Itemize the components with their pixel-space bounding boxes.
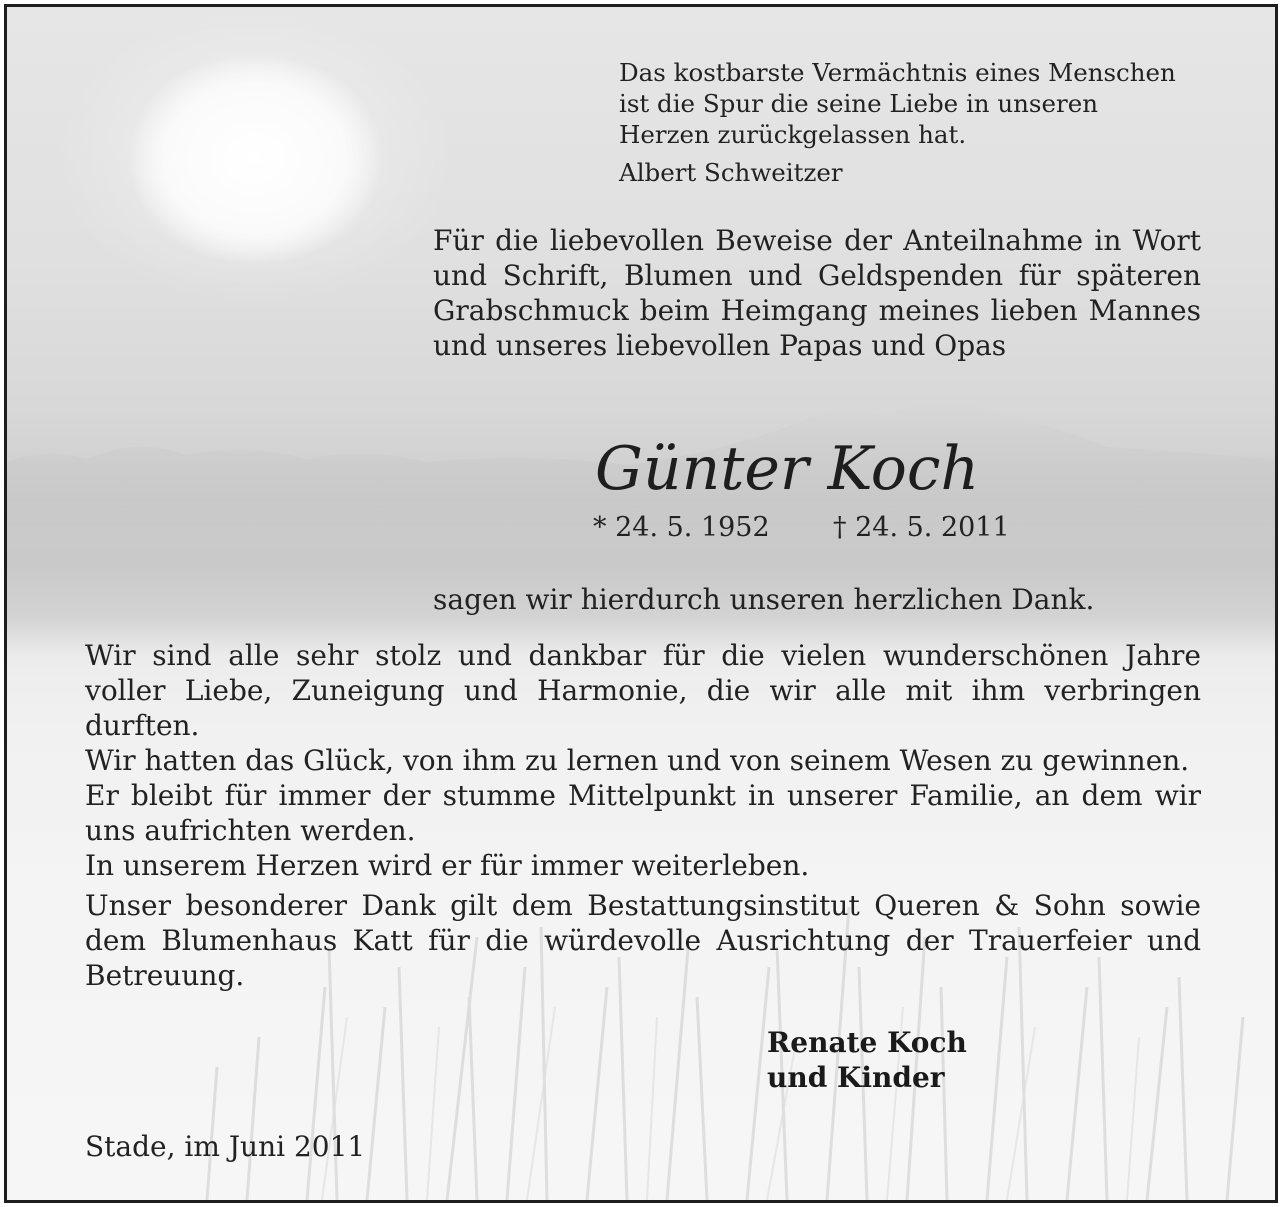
place-and-date: Stade, im Juni 2011 — [85, 1130, 366, 1163]
deceased-name: Günter Koch — [595, 434, 980, 504]
thanks-line: sagen wir hierdurch unseren herzlichen Dank. — [433, 583, 1095, 616]
signature-block — [767, 1025, 967, 1095]
intro-paragraph: Für die liebevollen Beweise der Anteilnahme in Wort und Schrift, Blumen und Geldspenden für späteren Grabschmuck beim Heimgang meines lieben Mannes und unseres liebevollen Papas und Opas — [433, 224, 1201, 362]
signature-family: und Kinder — [767, 1061, 945, 1094]
obituary-card — [4, 4, 1278, 1203]
quote-line: ist die Spur die seine Liebe in unseren — [619, 89, 1098, 118]
body-paragraph: In unserem Herzen wird er für immer weiterleben. — [85, 849, 810, 882]
body-paragraph: Er bleibt für immer der stumme Mittelpunkt in unserer Familie, an dem wir uns aufrichten werden. — [85, 779, 1201, 847]
sun-shape — [127, 53, 383, 265]
reed-grass-thin — [322, 1007, 1139, 1200]
quote-author: Albert Schweitzer — [619, 158, 843, 187]
epigraph-quote — [619, 57, 1219, 150]
quote-line: Herzen zurückgelassen hat. — [619, 120, 967, 149]
body-paragraph: Unser besonderer Dank gilt dem Bestattungsinstitut Queren & Sohn sowie dem Blumenhaus Katt für die würdevolle Ausrichtung der Trauerfeier und Betreuung. — [85, 889, 1201, 992]
signature-name: Renate Koch — [767, 1026, 967, 1059]
quote-line: Das kostbarste Vermächtnis eines Menschen — [619, 58, 1176, 87]
body-paragraph: Wir sind alle sehr stolz und dankbar für die vielen wunderschönen Jahre voller Liebe, Zuneigung und Harmonie, die wir alle mit ihm verbringen durften. — [85, 639, 1201, 742]
birth-date: * 24. 5. 1952 — [593, 512, 770, 543]
death-date: † 24. 5. 2011 — [833, 512, 1010, 543]
body-paragraph: Wir hatten das Glück, von ihm zu lernen und von seinem Wesen zu gewinnen. — [85, 744, 1190, 777]
